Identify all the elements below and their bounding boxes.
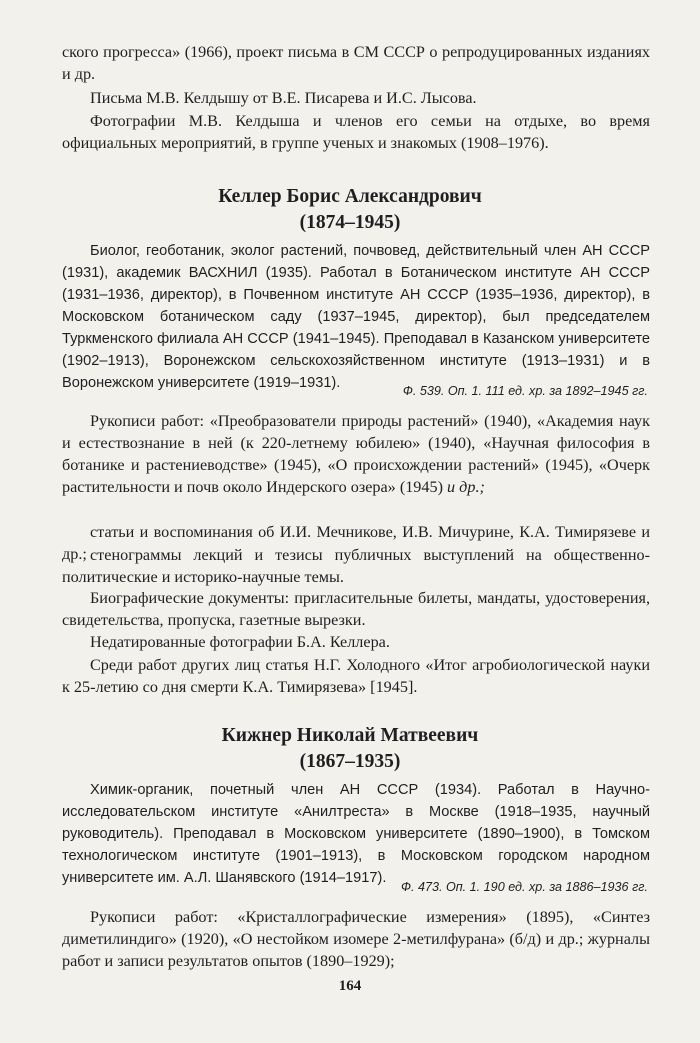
intro-paragraph-1: ского прогресса» (1966), проект письма в СМ СССР о репродуцированных изданиях и др. [62,43,650,83]
entry-years-kizhner: (1867–1935) [299,751,401,772]
keller-bio-documents: Биографические документы: пригласительные билеты, мандаты, удостоверения, свидетельства, пропуска, газетные вырезки. [62,589,650,629]
keller-other-works: Среди работ других лиц статья Н.Г. Холодного «Итог агробиологической науки к 25-летию со дня смерти К.А. Тимирязева» [1945]. [62,656,650,696]
keller-transcripts: стенограммы лекций и тезисы публичных выступлений на общественно-политические и историко-научные темы. [62,546,650,586]
keller-manuscripts-text: Рукописи работ: «Преобразователи природы растений» (1940), «Академия наук и естествознание в ней (к 220-летнему юбилею» (1940), «Научная философия в ботанике и растениеводстве» (1945), «О происхождении растений» (1945), «Очерк растительности и почв около Индерского озера» (1945) [62,412,650,496]
entry-fond-keller: Ф. 539. Оп. 1. 111 ед. хр. за 1892–1945 гг. [402,384,648,398]
intro-paragraph-2: Письма М.В. Келдышу от В.Е. Писарева и И.С. Лысова. [90,89,477,107]
entry-fond-kizhner: Ф. 473. Оп. 1. 190 ед. хр. за 1886–1936 гг. [400,880,648,894]
entry-years-keller: (1874–1945) [299,212,401,233]
keller-manuscripts [62,410,650,498]
page-number: 164 [338,978,362,994]
entry-bio-kizhner: Химик-органик, почетный член АН СССР (1934). Работал в Научно-исследовательском институте «Анилтреста» в Москве (1918–1935, научный руководитель). Преподавал в Московском университете (1890–1900), в Томском технологическом институте (1901–1913), в Московском городском народном университете им. А.Л. Шанявского (1914–1917). [62,782,650,886]
keller-manuscripts-etc: и др.; [447,478,485,496]
intro-paragraph-3: Фотографии М.В. Келдыша и членов его семьи на отдыхе, во время официальных мероприятий, в группе ученых и знакомых (1908–1976). [62,112,650,152]
keller-photos: Недатированные фотографии Б.А. Келлера. [90,633,390,651]
keller-articles: статьи и воспоминания об И.И. Мечникове, И.В. Мичурине, К.А. Тимирязеве и др.; [62,523,650,563]
entry-title-kizhner: Кижнер Николай Матвеевич [221,725,479,746]
kizhner-manuscripts: Рукописи работ: «Кристаллографические измерения» (1895), «Синтез диметилиндиго» (1920), «О нестойком изомере 2-метилфурана» (б/д) и др.; журналы работ и записи результатов опытов (1890–1929); [62,908,650,970]
entry-bio-keller: Биолог, геоботаник, эколог растений, почвовед, действительный член АН СССР (1931), академик ВАСХНИЛ (1935). Работал в Ботаническом институте АН СССР (1931–1936, директор), в Почвенном институте АН СССР (1935–1936, директор), в Московском ботаническом саду (1937–1945, директор), был председателем Туркменского филиала АН СССР (1941–1945). Преподавал в Казанском университете (1902–1913), Воронежском сельскохозяйственном институте (1913–1931) и в Воронежском университете (1919–1931). [62,243,650,391]
entry-title-keller: Келлер Борис Александрович [218,186,482,207]
